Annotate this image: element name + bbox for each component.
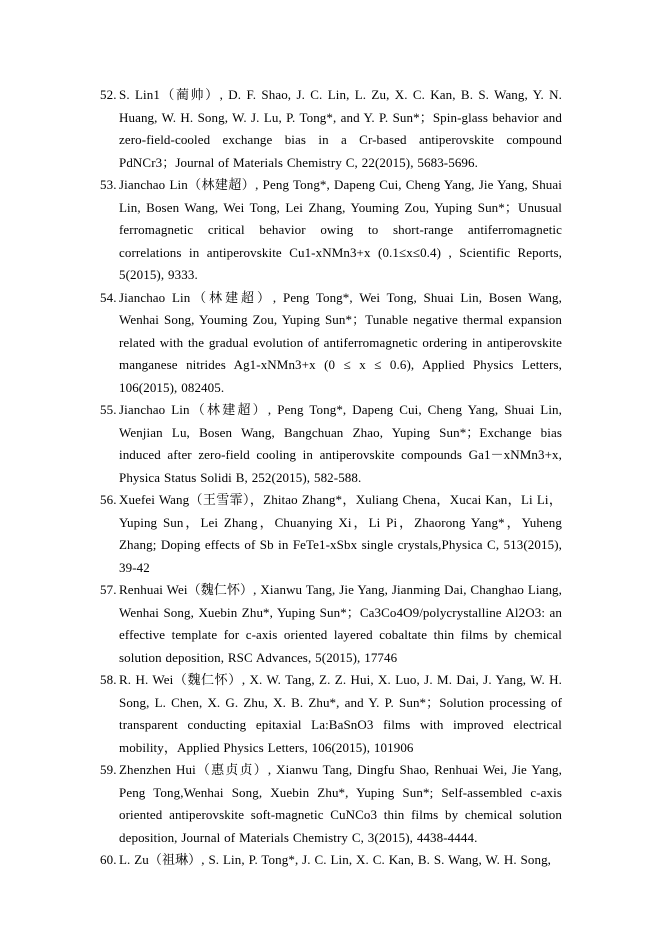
publication-number: 52. <box>100 87 117 102</box>
publication-text: Zhenzhen Hui（惠贞贞）, Xianwu Tang, Dingfu Shao, Renhuai Wei, Jie Yang, Peng Tong,Wenhai Song, Xuebin Zhu*, Yuping Sun*; Self-assembled c-axis oriented antiperovskite soft-magnetic CuNCo3 thin films by chemical solution deposition, Journal of Materials Chemistry C, 3(2015), 4438-4444. <box>119 762 562 845</box>
publication-item <box>100 399 562 489</box>
publication-item <box>100 579 562 669</box>
publication-text: R. H. Wei（魏仁怀）, X. W. Tang, Z. Z. Hui, X. Luo, J. M. Dai, J. Yang, W. H. Song, L. Chen, X. G. Zhu, X. B. Zhu*, and Y. P. Sun*；Solution processing of transparent conducting epitaxial La:BaSnO3 films with improved electrical mobility，Applied Physics Letters, 106(2015), 101906 <box>119 672 562 755</box>
publication-item <box>100 287 562 400</box>
publication-text: L. Zu（祖琳）, S. Lin, P. Tong*, J. C. Lin, X. C. Kan, B. S. Wang, W. H. Song, <box>119 852 552 867</box>
publication-list <box>100 84 562 872</box>
publication-text: Xuefei Wang（王雪霏），Zhitao Zhang*，Xuliang Chena，Xucai Kan，Li Li，Yuping Sun，Lei Zhang，Chuanying Xi，Li Pi，Zhaorong Yang*，Yuheng Zhang; Doping effects of Sb in FeTe1-xSbx single crystals,Physica C, 513(2015), 39-42 <box>119 492 562 575</box>
publication-item <box>100 669 562 759</box>
publication-number: 55. <box>100 402 117 417</box>
publication-item <box>100 759 562 849</box>
publication-item <box>100 84 562 174</box>
publication-number: 54. <box>100 289 117 305</box>
publication-number: 60. <box>100 852 117 867</box>
publication-text: Renhuai Wei（魏仁怀）, Xianwu Tang, Jie Yang, Jianming Dai, Changhao Liang, Wenhai Song, Xuebin Zhu*, Yuping Sun*；Ca3Co4O9/polycrystalline Al2O3: an effective template for c-axis oriented layered cobaltate thin films by chemical solution deposition, RSC Advances, 5(2015), 17746 <box>119 582 562 665</box>
publication-number: 57. <box>100 582 117 597</box>
publication-number: 59. <box>100 762 117 777</box>
publication-item <box>100 174 562 287</box>
publication-text: S. Lin1（蔺帅）, D. F. Shao, J. C. Lin, L. Zu, X. C. Kan, B. S. Wang, Y. N. Huang, W. H. Song, W. J. Lu, P. Tong*, and Y. P. Sun*；Spin-glass behavior and zero-field-cooled exchange bias in a Cr-based antiperovskite compound PdNCr3；Journal of Materials Chemistry C, 22(2015), 5683-5696. <box>119 87 562 170</box>
publication-number: 56. <box>100 492 117 507</box>
publication-text: Jianchao Lin（林建超）, Peng Tong*, Wei Tong, Shuai Lin, Bosen Wang, Wenhai Song, Youming Zou, Yuping Sun*；Tunable negative thermal expansion related with the gradual evolution of antiferromagnetic ordering in antiperovskite manganese nitrides Ag1-xNMn3+x (0 ≤ x ≤ 0.6), Applied Physics Letters, 106(2015), 082405. <box>119 289 562 395</box>
publication-text: Jianchao Lin（林建超）, Peng Tong*, Dapeng Cui, Cheng Yang, Jie Yang, Shuai Lin, Bosen Wang, Wei Tong, Lei Zhang, Youming Zou, Yuping Sun*；Unusual ferromagnetic critical behavior owing to short-range antiferromagnetic correlations in antiperovskite Cu1-xNMn3+x (0.1≤x≤0.4) , Scientific Reports, 5(2015), 9333. <box>119 177 562 282</box>
publication-number: 53. <box>100 177 117 192</box>
publication-text: Jianchao Lin（林建超）, Peng Tong*, Dapeng Cui, Cheng Yang, Shuai Lin, Wenjian Lu, Bosen Wang, Bangchuan Zhao, Yuping Sun*；Exchange bias induced after zero-field cooling in antiperovskite compounds Ga1－xNMn3+x, Physica Status Solidi B, 252(2015), 582-588. <box>119 402 562 485</box>
publication-number: 58. <box>100 672 117 687</box>
publication-item <box>100 489 562 579</box>
publication-item <box>100 849 562 872</box>
